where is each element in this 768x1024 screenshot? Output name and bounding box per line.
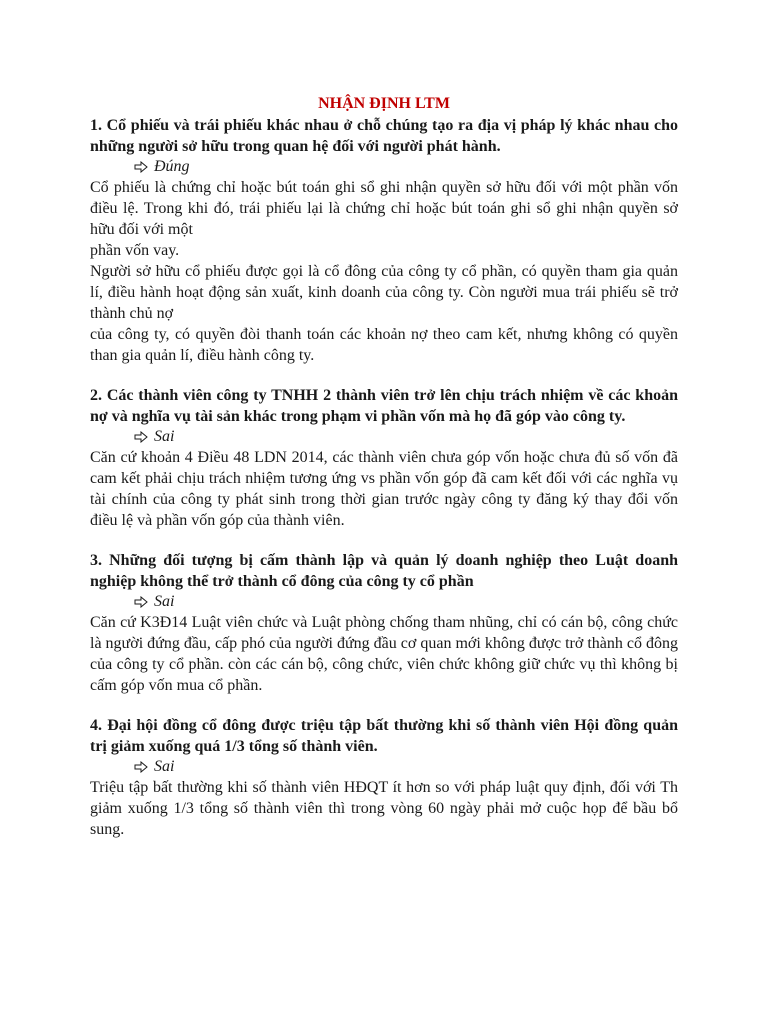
document-title: NHẬN ĐỊNH LTM xyxy=(318,95,450,112)
section-spacer xyxy=(90,531,678,550)
section-3 xyxy=(90,550,678,696)
question-1: 1. Cổ phiếu và trái phiếu khác nhau ở chỗ chúng tạo ra địa vị pháp lý khác nhau cho những người sở hữu trong quan hệ đối với người phát hành. xyxy=(90,117,678,155)
answer-paragraph: Người sở hữu cổ phiếu được gọi là cổ đông của công ty cổ phần, có quyền tham gia quản lí, điều hành hoạt động sản xuất, kinh doanh của công ty. Còn người mua trái phiếu sẽ trở thành chủ nợ xyxy=(90,263,678,322)
verdict-label: Sai xyxy=(154,593,175,610)
answer-paragraph: của công ty, có quyền đòi thanh toán các khoản nợ theo cam kết, nhưng không có quyền than gia quản lí, điều hành công ty. xyxy=(90,326,678,364)
verdict-3 xyxy=(134,592,678,612)
arrow-right-icon xyxy=(134,761,148,773)
section-spacer xyxy=(90,366,678,385)
verdict-4 xyxy=(134,757,678,777)
verdict-label: Sai xyxy=(154,428,175,445)
verdict-1 xyxy=(134,157,678,177)
question-2: 2. Các thành viên công ty TNHH 2 thành viên trở lên chịu trách nhiệm về các khoản nợ và nghĩa vụ tài sản khác trong phạm vi phần vốn mà họ đã góp vào công ty. xyxy=(90,387,678,425)
section-2 xyxy=(90,385,678,531)
section-4 xyxy=(90,715,678,840)
section-spacer xyxy=(90,696,678,715)
answer-paragraph: Căn cứ K3Đ14 Luật viên chức và Luật phòng chống tham nhũng, chỉ có cán bộ, công chức là người đứng đầu, cấp phó của người đứng đầu cơ quan mới không được trở thành cổ đông của công ty cổ phần. còn các cán bộ, công chức, viên chức không giữ chức vụ thì không bị cấm góp vốn mua cổ phần. xyxy=(90,614,678,694)
answer-paragraph: Triệu tập bất thường khi số thành viên HĐQT ít hơn so với pháp luật quy định, đối với Th giảm xuống 1/3 tổng số thành viên thì trong vòng 60 ngày phải mở cuộc họp để bầu bổ sung. xyxy=(90,779,678,838)
answer-paragraph: Căn cứ khoản 4 Điều 48 LDN 2014, các thành viên chưa góp vốn hoặc chưa đủ số vốn đã cam kết phải chịu trách nhiệm tương ứng vs phần vốn góp đã cam kết đối với các nghĩa vụ tài chính của công ty phát sinh trong thời gian trước ngày công ty đăng ký thay đổi vốn điều lệ và phần vốn góp của thành viên. xyxy=(90,449,678,529)
question-3: 3. Những đối tượng bị cấm thành lập và quản lý doanh nghiệp theo Luật doanh nghiệp không thể trở thành cổ đông của công ty cổ phần xyxy=(90,552,678,590)
arrow-right-icon xyxy=(134,431,148,443)
verdict-label: Sai xyxy=(154,758,175,775)
answer-paragraph: phần vốn vay. xyxy=(90,242,180,259)
arrow-right-icon xyxy=(134,596,148,608)
answer-paragraph: Cổ phiếu là chứng chỉ hoặc bút toán ghi sổ ghi nhận quyền sở hữu đối với một phần vốn điều lệ. Trong khi đó, trái phiếu lại là chứng chỉ hoặc bút toán ghi sổ ghi nhận quyền sở hữu đối với một xyxy=(90,179,678,238)
verdict-label: Đúng xyxy=(154,158,190,175)
arrow-right-icon xyxy=(134,161,148,173)
verdict-2 xyxy=(134,427,678,447)
section-1 xyxy=(90,115,678,366)
question-4: 4. Đại hội đồng cổ đông được triệu tập bất thường khi số thành viên Hội đồng quản trị giảm xuống quá 1/3 tổng số thành viên. xyxy=(90,717,678,755)
